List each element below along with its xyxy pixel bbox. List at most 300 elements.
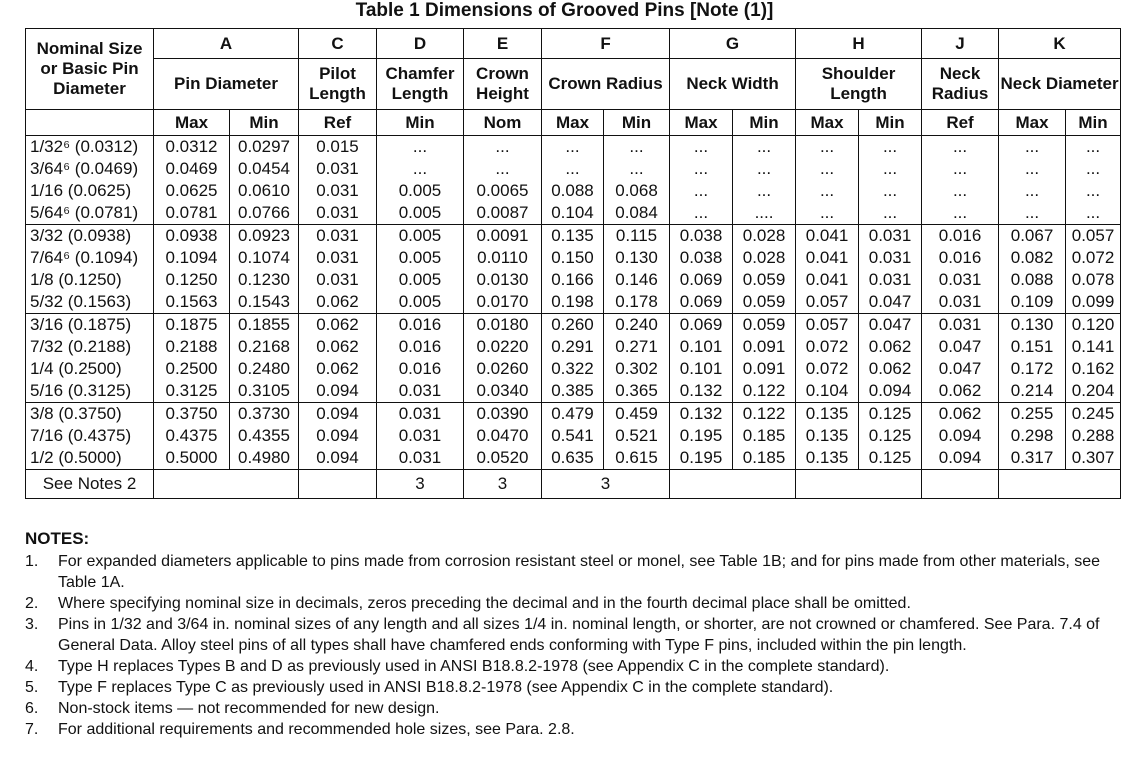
cell-value: 0.041 — [805, 270, 849, 289]
table-cell — [922, 403, 999, 470]
cell-value: 0.062 — [316, 359, 359, 378]
nominal-size-value: 1/16 (0.0625) — [30, 181, 132, 200]
cell-value: ... — [756, 159, 772, 178]
cell-value: ... — [629, 137, 644, 156]
note-number: 2. — [25, 595, 39, 612]
nominal-size-value: 1/2 (0.5000) — [30, 448, 122, 467]
table-cell — [464, 314, 542, 403]
table-cell — [542, 403, 604, 470]
nominal-size-value: 3/64⁶ (0.0469) — [30, 159, 139, 178]
note-item — [25, 677, 1120, 698]
cell-value: 0.615 — [615, 448, 658, 467]
letter-header-h: H — [796, 29, 922, 59]
cell-value: 0.031 — [398, 381, 442, 400]
cell-value: 0.094 — [316, 381, 359, 400]
nominal-size-cell — [26, 225, 154, 314]
cell-value: ... — [565, 159, 580, 178]
cell-value: 0.0170 — [476, 292, 529, 311]
note-text: Pins in 1/32 and 3/64 in. nominal sizes of any length and all sizes 1/4 in. nominal length, or shorter, are not crowned or chamfered. See Para. 7.4 of General Data. Alloy steel pins of all types shall have chamfered ends conforming with Type F pins, included within the pin length. — [58, 616, 1100, 654]
see-notes-a — [154, 470, 299, 499]
nominal-size-value: 1/4 (0.2500) — [30, 359, 122, 378]
table-cell — [542, 314, 604, 403]
cell-value: ... — [693, 203, 709, 222]
letter-header-c: C — [299, 29, 377, 59]
cell-value: 0.0220 — [476, 337, 529, 356]
cell-value: 0.041 — [805, 226, 849, 245]
cell-value: 0.317 — [1010, 448, 1054, 467]
cell-value: 0.015 — [316, 137, 359, 156]
cell-value: 0.031 — [316, 226, 359, 245]
sub-header-blank — [26, 110, 154, 136]
sub-header-cell: Min — [230, 110, 299, 136]
cell-value: 0.031 — [868, 270, 912, 289]
see-notes-h — [796, 470, 922, 499]
cell-value: 0.088 — [1010, 270, 1054, 289]
note-item — [25, 656, 1120, 677]
cell-value: 0.291 — [551, 337, 594, 356]
cell-value: 0.245 — [1071, 404, 1115, 423]
table-cell — [299, 136, 377, 225]
table-cell — [999, 225, 1066, 314]
table-cell — [464, 225, 542, 314]
cell-value: 0.0781 — [165, 203, 218, 222]
cell-value: 0.072 — [805, 359, 849, 378]
cell-value: 0.5000 — [165, 448, 218, 467]
see-notes-g — [670, 470, 796, 499]
cell-value: 0.069 — [679, 315, 723, 334]
cell-value: 0.365 — [615, 381, 658, 400]
see-notes-e: 3 — [464, 470, 542, 499]
name-header-crown-height: Crown Height — [464, 59, 542, 110]
note-text: Where specifying nominal size in decimals, zeros preceding the decimal and in the fourth decimal place shall be omitted. — [58, 595, 911, 612]
table-row-group — [26, 403, 1121, 470]
sub-header-cell: Max — [670, 110, 733, 136]
cell-value: ... — [882, 203, 898, 222]
cell-value: 0.099 — [1071, 292, 1115, 311]
cell-value: 0.101 — [679, 359, 723, 378]
cell-value: 0.322 — [551, 359, 594, 378]
cell-value: 0.146 — [615, 270, 658, 289]
table-cell — [999, 403, 1066, 470]
cell-value: 0.1543 — [238, 292, 290, 311]
table-cell — [230, 403, 299, 470]
cell-value: 0.031 — [398, 426, 442, 445]
nominal-size-value: 5/32 (0.1563) — [30, 292, 132, 311]
cell-value: 0.062 — [938, 404, 982, 423]
sub-header-cell: Min — [733, 110, 796, 136]
table-cell — [377, 314, 464, 403]
cell-value: 0.031 — [938, 315, 982, 334]
table-row-group — [26, 225, 1121, 314]
note-text: Type H replaces Types B and D as previously used in ANSI B18.8.2-1978 (see Appendix C in the complete standard). — [58, 658, 890, 675]
letter-header-a: A — [154, 29, 299, 59]
cell-value: 0.0340 — [476, 381, 529, 400]
cell-value: 0.178 — [615, 292, 658, 311]
cell-value: 0.101 — [679, 337, 723, 356]
cell-value: 0.031 — [938, 270, 982, 289]
cell-value: ... — [952, 181, 968, 200]
cell-value: ... — [1085, 181, 1101, 200]
cell-value: 0.104 — [551, 203, 594, 222]
table-cell — [230, 314, 299, 403]
cell-value: 0.125 — [868, 404, 912, 423]
cell-value: ... — [412, 137, 428, 156]
cell-value: 0.172 — [1010, 359, 1054, 378]
name-header-neck-radius: Neck Radius — [922, 59, 999, 110]
cell-value: ... — [565, 137, 580, 156]
note-text: For expanded diameters applicable to pins made from corrosion resistant steel or monel, see Table 1B; and for pins made from other materials, see Table 1A. — [58, 553, 1101, 591]
cell-value: 0.031 — [398, 448, 442, 467]
cell-value: ... — [1085, 159, 1101, 178]
name-header-neck-diameter: Neck Diameter — [999, 59, 1121, 110]
cell-value: 0.068 — [615, 181, 658, 200]
cell-value: 0.288 — [1071, 426, 1115, 445]
cell-value: 0.185 — [742, 426, 786, 445]
cell-value: 0.479 — [551, 404, 594, 423]
cell-value: 0.125 — [868, 426, 912, 445]
table-cell — [154, 403, 230, 470]
cell-value: ... — [952, 137, 968, 156]
cell-value: 0.122 — [742, 404, 786, 423]
see-notes-row — [26, 470, 1121, 499]
cell-value: 0.195 — [679, 448, 723, 467]
cell-value: 0.062 — [868, 359, 912, 378]
table-cell — [1066, 136, 1121, 225]
cell-value: 0.069 — [679, 270, 723, 289]
table-cell — [733, 136, 796, 225]
cell-value: 0.125 — [868, 448, 912, 467]
cell-value: 0.057 — [805, 315, 849, 334]
cell-value: 0.094 — [316, 426, 359, 445]
table-cell — [1066, 225, 1121, 314]
cell-value: 0.091 — [742, 359, 786, 378]
note-item — [25, 698, 1120, 719]
table-row-group — [26, 136, 1121, 225]
note-number: 6. — [25, 700, 39, 717]
table-cell — [670, 225, 733, 314]
cell-value: ... — [495, 137, 510, 156]
cell-value: 0.135 — [805, 404, 849, 423]
table-cell — [154, 314, 230, 403]
table-cell — [604, 225, 670, 314]
cell-value: 0.1855 — [238, 315, 290, 334]
see-notes-j — [922, 470, 999, 499]
table-cell — [299, 403, 377, 470]
table-cell — [154, 225, 230, 314]
cell-value: 0.057 — [805, 292, 849, 311]
table-cell — [604, 136, 670, 225]
nominal-size-cell — [26, 314, 154, 403]
cell-value: 0.059 — [742, 292, 786, 311]
cell-value: 0.028 — [742, 226, 786, 245]
name-header-shoulder-length: Shoulder Length — [796, 59, 922, 110]
cell-value: 0.198 — [551, 292, 594, 311]
letter-header-k: K — [999, 29, 1121, 59]
table-cell — [1066, 403, 1121, 470]
cell-value: 0.130 — [615, 248, 658, 267]
letter-header-e: E — [464, 29, 542, 59]
cell-value: 0.062 — [938, 381, 982, 400]
note-item — [25, 614, 1120, 656]
letter-header-g: G — [670, 29, 796, 59]
table-cell — [604, 403, 670, 470]
cell-value: 0.271 — [615, 337, 658, 356]
nominal-size-value: 5/64⁶ (0.0781) — [30, 203, 139, 222]
name-header-chamfer-length: Chamfer Length — [377, 59, 464, 110]
cell-value: ... — [882, 159, 898, 178]
sub-header-cell: Min — [604, 110, 670, 136]
cell-value: ... — [1024, 159, 1040, 178]
cell-value: 0.091 — [742, 337, 786, 356]
nominal-size-value: 7/16 (0.4375) — [30, 426, 132, 445]
cell-value: 0.072 — [805, 337, 849, 356]
cell-value: 0.521 — [615, 426, 658, 445]
nominal-size-value: 3/16 (0.1875) — [30, 315, 132, 334]
table-cell — [377, 136, 464, 225]
cell-value: ... — [819, 137, 835, 156]
cell-value: 0.240 — [615, 315, 658, 334]
cell-value: 0.1875 — [165, 315, 218, 334]
cell-value: 0.132 — [679, 381, 723, 400]
cell-value: 0.135 — [805, 448, 849, 467]
letter-header-j: J — [922, 29, 999, 59]
note-text: Non-stock items — not recommended for new design. — [58, 700, 440, 717]
cell-value: 0.088 — [551, 181, 594, 200]
name-header-pin-diameter: Pin Diameter — [154, 59, 299, 110]
cell-value: 0.1094 — [165, 248, 218, 267]
letter-header-d: D — [377, 29, 464, 59]
cell-value: .... — [754, 203, 774, 222]
cell-value: 0.2480 — [238, 359, 290, 378]
cell-value: 0.038 — [679, 248, 723, 267]
sub-header-cell: Min — [859, 110, 922, 136]
cell-value: 0.005 — [398, 226, 442, 245]
cell-value: 0.0297 — [238, 137, 290, 156]
cell-value: 0.3730 — [238, 404, 290, 423]
cell-value: 0.0766 — [238, 203, 290, 222]
cell-value: 0.385 — [551, 381, 594, 400]
cell-value: 0.635 — [551, 448, 594, 467]
cell-value: 0.031 — [938, 292, 982, 311]
nominal-size-header: Nominal Size or Basic Pin Diameter — [26, 29, 154, 110]
cell-value: 0.1250 — [165, 270, 218, 289]
table-cell — [733, 314, 796, 403]
cell-value: 0.260 — [551, 315, 594, 334]
table-cell — [230, 136, 299, 225]
cell-value: 0.082 — [1010, 248, 1054, 267]
cell-value: 0.150 — [551, 248, 594, 267]
cell-value: 0.031 — [316, 270, 359, 289]
table-cell — [299, 314, 377, 403]
table-cell — [1066, 314, 1121, 403]
table-cell — [796, 403, 859, 470]
table-cell — [604, 314, 670, 403]
table-cell — [670, 136, 733, 225]
table-cell — [464, 403, 542, 470]
nominal-size-value: 3/32 (0.0938) — [30, 226, 132, 245]
table-cell — [377, 225, 464, 314]
table-cell — [999, 314, 1066, 403]
nominal-size-value: 1/8 (0.1250) — [30, 270, 122, 289]
table-cell — [859, 314, 922, 403]
cell-value: 0.0260 — [476, 359, 529, 378]
cell-value: 0.005 — [398, 181, 442, 200]
cell-value: 0.302 — [615, 359, 658, 378]
table-cell — [542, 225, 604, 314]
cell-value: 0.016 — [398, 315, 442, 334]
table-cell — [796, 225, 859, 314]
cell-value: 0.166 — [551, 270, 594, 289]
cell-value: 0.2188 — [165, 337, 218, 356]
cell-value: 0.0390 — [476, 404, 529, 423]
table-cell — [299, 225, 377, 314]
cell-value: 0.062 — [316, 337, 359, 356]
cell-value: 0.204 — [1071, 381, 1115, 400]
cell-value: 0.298 — [1010, 426, 1054, 445]
cell-value: 0.0469 — [165, 159, 218, 178]
cell-value: ... — [819, 159, 835, 178]
note-text: For additional requirements and recommended hole sizes, see Para. 2.8. — [58, 721, 575, 738]
cell-value: 0.094 — [868, 381, 912, 400]
sub-header-row — [26, 110, 1121, 136]
note-number: 3. — [25, 616, 39, 633]
cell-value: 0.0110 — [477, 248, 528, 267]
cell-value: 0.4375 — [165, 426, 218, 445]
table-body — [26, 136, 1121, 470]
note-item — [25, 551, 1120, 593]
cell-value: 0.0180 — [476, 315, 529, 334]
cell-value: 0.214 — [1010, 381, 1054, 400]
nominal-size-cell — [26, 403, 154, 470]
cell-value: 0.062 — [868, 337, 912, 356]
note-item — [25, 593, 1120, 614]
note-item — [25, 719, 1120, 740]
cell-value: 0.084 — [615, 203, 658, 222]
cell-value: 0.016 — [398, 337, 442, 356]
cell-value: 0.094 — [938, 426, 982, 445]
table-cell — [922, 314, 999, 403]
cell-value: 0.3125 — [165, 381, 218, 400]
cell-value: 0.031 — [316, 159, 359, 178]
nominal-size-value: 7/64⁶ (0.1094) — [30, 248, 139, 267]
sub-header-cell: Max — [542, 110, 604, 136]
see-notes-label: See Notes 2 — [26, 470, 154, 499]
cell-value: 0.059 — [742, 270, 786, 289]
see-notes-f: 3 — [542, 470, 670, 499]
cell-value: 0.120 — [1071, 315, 1115, 334]
dimensions-table — [25, 28, 1121, 499]
nominal-size-value: 3/8 (0.3750) — [30, 404, 122, 423]
sub-header-cell: Nom — [464, 110, 542, 136]
cell-value: 0.094 — [316, 448, 359, 467]
cell-value: 0.4355 — [238, 426, 290, 445]
cell-value: 0.005 — [398, 248, 442, 267]
cell-value: 0.094 — [938, 448, 982, 467]
cell-value: 0.031 — [398, 404, 442, 423]
cell-value: 0.185 — [742, 448, 786, 467]
cell-value: ... — [952, 203, 968, 222]
cell-value: 0.005 — [398, 292, 442, 311]
table-cell — [670, 314, 733, 403]
name-header-neck-width: Neck Width — [670, 59, 796, 110]
sub-header-cell: Ref — [299, 110, 377, 136]
cell-value: 0.141 — [1071, 337, 1115, 356]
nominal-size-cell — [26, 136, 154, 225]
cell-value: ... — [882, 181, 898, 200]
cell-value: 0.016 — [938, 226, 982, 245]
cell-value: ... — [693, 181, 709, 200]
cell-value: 0.047 — [938, 359, 982, 378]
cell-value: 0.031 — [316, 248, 359, 267]
notes-heading: NOTES: — [25, 529, 90, 548]
cell-value: 0.028 — [742, 248, 786, 267]
cell-value: 0.031 — [868, 226, 912, 245]
cell-value: 0.094 — [316, 404, 359, 423]
cell-value: 0.162 — [1071, 359, 1115, 378]
sub-header-cell: Max — [999, 110, 1066, 136]
cell-value: 0.2500 — [165, 359, 218, 378]
cell-value: ... — [819, 203, 835, 222]
cell-value: 0.057 — [1071, 226, 1115, 245]
cell-value: 0.104 — [805, 381, 849, 400]
note-number: 7. — [25, 721, 39, 738]
cell-value: 0.016 — [398, 359, 442, 378]
cell-value: 0.0520 — [476, 448, 529, 467]
table-cell — [542, 136, 604, 225]
cell-value: 0.2168 — [238, 337, 290, 356]
note-text: Type F replaces Type C as previously used in ANSI B18.8.2-1978 (see Appendix C in the complete standard). — [58, 679, 834, 696]
sub-header-cell: Ref — [922, 110, 999, 136]
cell-value: ... — [819, 181, 835, 200]
cell-value: 0.255 — [1010, 404, 1054, 423]
cell-value: 0.059 — [742, 315, 786, 334]
table-cell — [922, 136, 999, 225]
cell-value: 0.541 — [551, 426, 594, 445]
sub-header-cell: Min — [377, 110, 464, 136]
notes-list — [25, 551, 1120, 740]
cell-value: ... — [693, 159, 709, 178]
cell-value: ... — [882, 137, 898, 156]
cell-value: ... — [1085, 137, 1101, 156]
cell-value: 0.016 — [938, 248, 982, 267]
cell-value: 0.005 — [398, 203, 442, 222]
note-number: 1. — [25, 553, 39, 570]
nominal-size-value: 7/32 (0.2188) — [30, 337, 132, 356]
see-notes-d: 3 — [377, 470, 464, 499]
cell-value: 0.078 — [1071, 270, 1115, 289]
cell-value: 0.038 — [679, 226, 723, 245]
sub-header-cell: Min — [1066, 110, 1121, 136]
letter-header-f: F — [542, 29, 670, 59]
table-cell — [859, 225, 922, 314]
cell-value: 0.069 — [679, 292, 723, 311]
cell-value: 0.0065 — [476, 181, 529, 200]
cell-value: 0.005 — [398, 270, 442, 289]
cell-value: 0.135 — [805, 426, 849, 445]
table-cell — [230, 225, 299, 314]
cell-value: 0.307 — [1071, 448, 1115, 467]
notes-section — [25, 528, 1120, 740]
cell-value: 0.115 — [615, 226, 658, 245]
cell-value: 0.0130 — [476, 270, 529, 289]
cell-value: 0.0470 — [476, 426, 529, 445]
cell-value: 0.130 — [1010, 315, 1054, 334]
cell-value: ... — [1024, 137, 1040, 156]
cell-value: ... — [1024, 203, 1040, 222]
nominal-size-value: 1/32⁶ (0.0312) — [30, 137, 139, 156]
cell-value: 0.3105 — [238, 381, 290, 400]
table-cell — [796, 136, 859, 225]
